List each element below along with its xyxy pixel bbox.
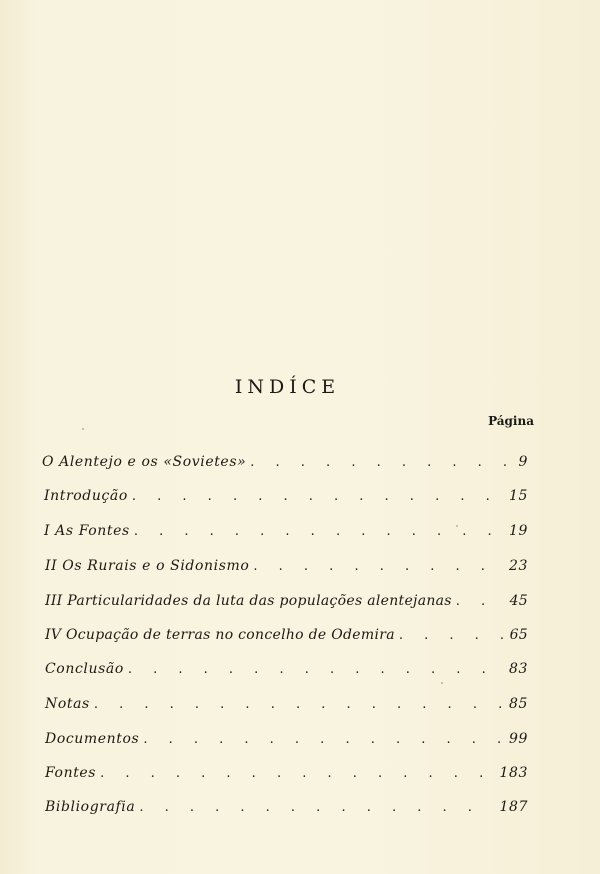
toc-entry-page: 9	[518, 454, 528, 470]
toc-entry-label: Introdução	[44, 488, 128, 504]
toc-entry-page: 85	[508, 696, 528, 712]
paper-speck	[441, 682, 443, 684]
dot-leader	[132, 489, 503, 504]
page-title: INDÍCE	[234, 376, 341, 398]
toc-entry	[42, 454, 528, 476]
toc-entry-page: 65	[509, 627, 528, 643]
dot-leader	[399, 628, 504, 643]
page-column-label: Página	[488, 414, 534, 428]
dot-leader	[143, 732, 503, 747]
toc-entry	[45, 799, 528, 821]
toc-entry-page: 15	[508, 488, 528, 504]
paper-speck	[82, 428, 84, 430]
toc-entry-label: IV Ocupação de terras no concelho de Odemira	[45, 627, 395, 643]
toc-entry-page: 99	[508, 731, 528, 747]
toc-entry	[45, 593, 528, 615]
toc-entry-page: 183	[499, 765, 528, 781]
dot-leader	[94, 697, 503, 712]
toc-entry-label: Documentos	[45, 731, 140, 747]
paper-speck	[456, 525, 458, 527]
toc-entry-label: Bibliografia	[45, 799, 136, 815]
toc-entry-page: 19	[508, 523, 528, 539]
toc-entry	[45, 627, 528, 649]
toc-entry	[45, 661, 528, 683]
toc-entry	[44, 488, 528, 510]
dot-leader	[456, 594, 504, 609]
toc-entry-label: Notas	[45, 696, 90, 712]
toc-entry	[45, 765, 528, 787]
toc-entry	[45, 558, 528, 580]
toc-entry-label: II Os Rurais e o Sidonismo	[45, 558, 250, 574]
toc-entry-label: Fontes	[45, 765, 97, 781]
dot-leader	[139, 800, 493, 815]
toc-entry-label: III Particularidades da luta das populações alentejanas	[45, 593, 452, 609]
toc-entry	[45, 731, 528, 753]
toc-entry	[45, 696, 528, 718]
dot-leader	[250, 455, 512, 470]
dot-leader	[134, 524, 503, 539]
toc-entry-label: I As Fontes	[44, 523, 130, 539]
dot-leader	[253, 559, 503, 574]
toc-entry-label: Conclusão	[45, 661, 124, 677]
toc-entry-label: O Alentejo e os «Sovietes»	[42, 454, 247, 470]
toc-entry-page: 45	[509, 593, 528, 609]
dot-leader	[100, 766, 493, 781]
toc-entry-page: 23	[508, 558, 528, 574]
dot-leader	[128, 662, 503, 677]
toc-entry-page: 83	[508, 661, 528, 677]
toc-entry-page: 187	[499, 799, 528, 815]
